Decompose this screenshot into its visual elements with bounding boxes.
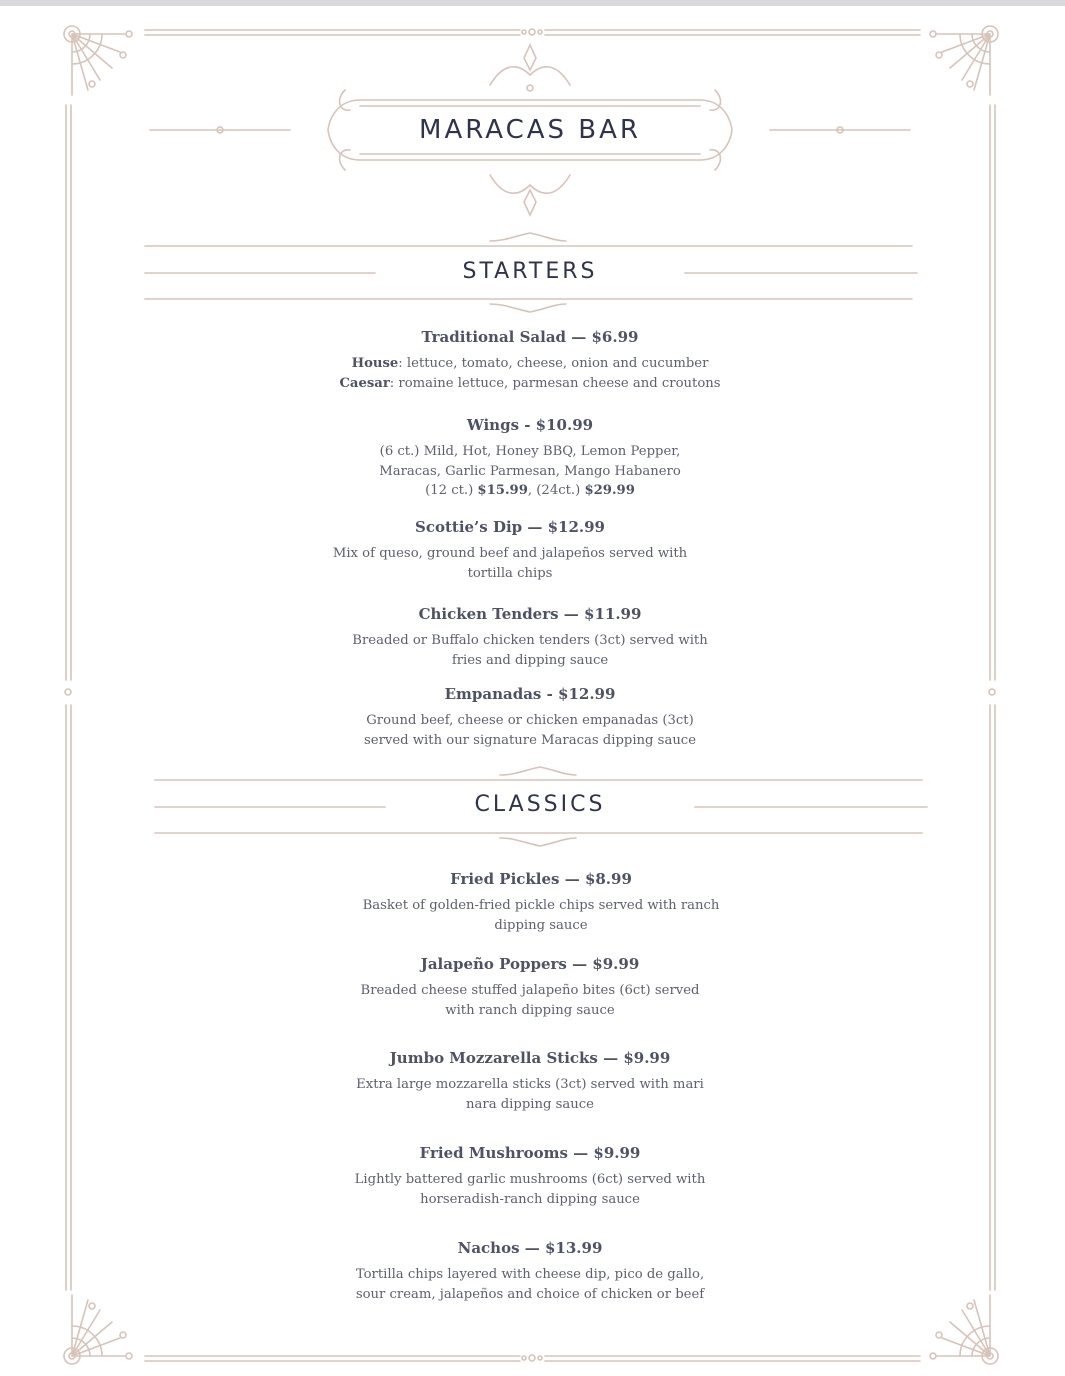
section-heading-starters: STARTERS: [462, 259, 598, 284]
item-description: Mix of queso, ground beef and jalapeños served with tortilla chips: [332, 546, 688, 581]
item-description: Lightly battered garlic mushrooms (6ct) served with horseradish-ranch dipping sauce: [354, 1172, 706, 1207]
item-description: (6 ct.) Mild, Hot, Honey BBQ, Lemon Pepper, Maracas, Garlic Parmesan, Mango Habanero (12 ct.) $15.99, (24ct.) $29.99: [379, 444, 681, 498]
menu-item: [300, 604, 760, 670]
item-description: Breaded cheese stuffed jalapeño bites (6ct) served with ranch dipping sauce: [360, 983, 700, 1018]
menu-item: [311, 869, 771, 935]
menu-item: [300, 1048, 760, 1114]
menu-item: [300, 415, 760, 501]
item-description: House: lettuce, tomato, cheese, onion and cucumber Caesar: romaine lettuce, parmesan cheese and croutons: [339, 356, 721, 391]
item-description: Extra large mozzarella sticks (3ct) served with mari nara dipping sauce: [356, 1077, 704, 1112]
item-name: Nachos — $13.99: [457, 1239, 603, 1257]
item-name: Fried Pickles — $8.99: [450, 870, 632, 888]
menu-item: [280, 517, 740, 583]
item-name: Chicken Tenders — $11.99: [418, 605, 642, 623]
item-description: Basket of golden-fried pickle chips served with ranch dipping sauce: [362, 898, 720, 933]
item-name: Empanadas - $12.99: [444, 685, 616, 703]
item-description: Ground beef, cheese or chicken empanadas (3ct) served with our signature Maracas dipping sauce: [364, 713, 696, 748]
item-name: Scottie’s Dip — $12.99: [414, 518, 605, 536]
item-name: Fried Mushrooms — $9.99: [419, 1144, 641, 1162]
item-name: Traditional Salad — $6.99: [421, 328, 639, 346]
menu-item: [300, 327, 760, 393]
item-description: Breaded or Buffalo chicken tenders (3ct) served with fries and dipping sauce: [352, 633, 708, 668]
item-name: Jumbo Mozzarella Sticks — $9.99: [389, 1049, 671, 1067]
section-heading-classics: CLASSICS: [474, 792, 606, 817]
item-name: Jalapeño Poppers — $9.99: [420, 955, 640, 973]
menu-item: [300, 1238, 760, 1304]
menu-item: [300, 684, 760, 750]
menu-item: [300, 1143, 760, 1209]
menu-title: MARACAS BAR: [419, 115, 641, 145]
menu-item: [300, 954, 760, 1020]
item-description: Tortilla chips layered with cheese dip, pico de gallo, sour cream, jalapeños and choice of chicken or beef: [355, 1267, 705, 1302]
item-name: Wings - $10.99: [466, 416, 594, 434]
